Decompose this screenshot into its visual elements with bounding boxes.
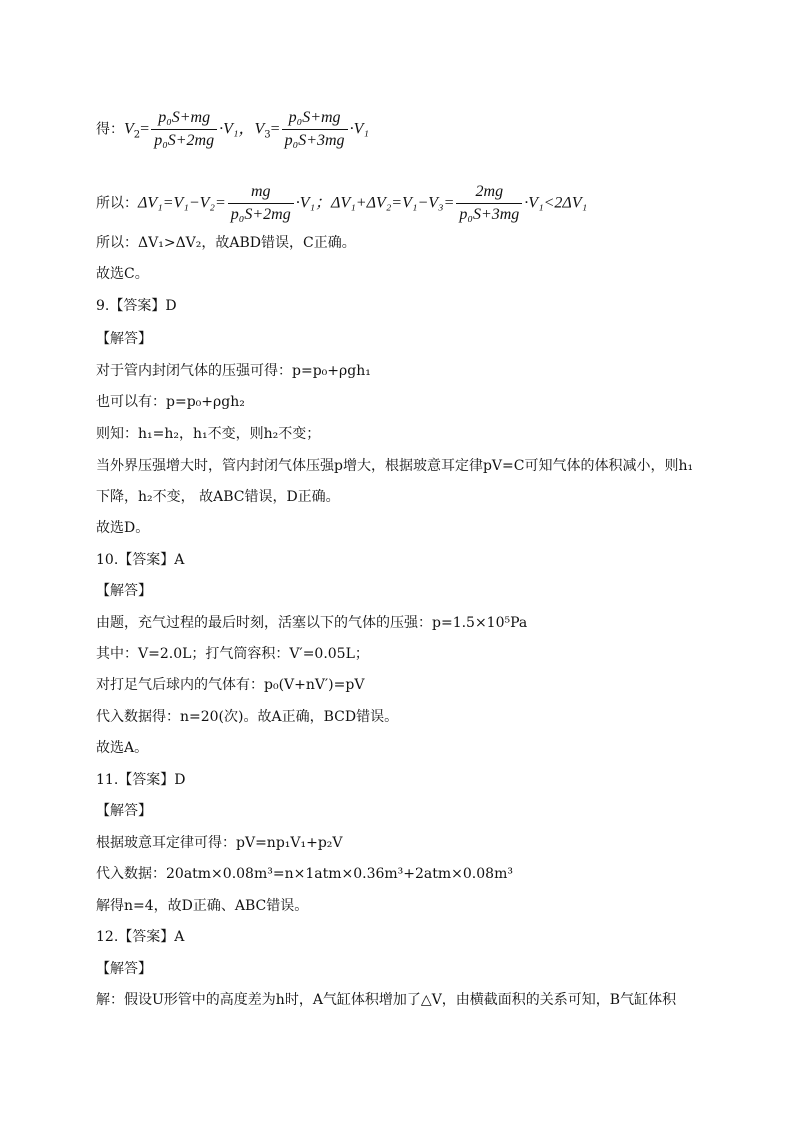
fraction-denominator: p₀S+2mg: [154, 132, 215, 149]
volume-v2: V: [124, 120, 134, 138]
text-line: 解：假设U形管中的高度差为h时，A气缸体积增加了△V，由横截面积的关系可知，B气缸体积: [96, 992, 677, 1008]
fraction-denominator: p₀S+3mg: [459, 206, 520, 223]
answer-heading: 9.【答案】D: [96, 298, 177, 314]
fraction-numerator: mg: [228, 182, 294, 204]
fraction: [456, 182, 522, 225]
equation-line-1: [96, 108, 369, 151]
equation-part: ·V₁；ΔV₁+ΔV₂=V₁−V₃=: [295, 194, 455, 212]
text-line: 下降，h₂不变， 故ABC错误，D正确。: [96, 489, 340, 505]
text-line: 故选C。: [96, 266, 149, 282]
text-line: 解得n=4，故D正确、ABC错误。: [96, 898, 309, 914]
fraction: [151, 108, 217, 151]
solution-heading: 【解答】: [96, 803, 152, 819]
text-line: 故选A。: [96, 740, 149, 756]
equation-tail: ·V₁: [349, 120, 369, 138]
fraction-numerator: p₀S+mg: [282, 108, 348, 130]
text-line: 根据玻意耳定律可得：pV=np₁V₁+p₂V: [96, 835, 343, 851]
text-line: 对打足气后球内的气体有：p₀(V+nV′)=pV: [96, 677, 365, 693]
solution-heading: 【解答】: [96, 583, 152, 599]
equals-sign: =: [140, 120, 150, 138]
equals-sign: =: [270, 120, 280, 138]
fraction-numerator: p₀S+mg: [151, 108, 217, 130]
text-line: 则知：h₁=h₂，h₁不变，则h₂不变；: [96, 426, 321, 442]
equation-line-2: [96, 182, 587, 225]
answer-heading: 10.【答案】A: [96, 552, 185, 568]
line-prefix: 所以：: [96, 195, 138, 212]
text-line: 代入数据：20atm×0.08m³=n×1atm×0.36m³+2atm×0.08m³: [96, 866, 513, 882]
text-line: 所以：ΔV₁>ΔV₂，故ABD错误，C正确。: [96, 235, 356, 251]
fraction: [228, 182, 294, 225]
text-line: 其中：V=2.0L；打气筒容积：V′=0.05L；: [96, 646, 369, 662]
subscript: 3: [264, 129, 271, 141]
text-line: 对于管内封闭气体的压强可得：p=p₀+ρgh₁: [96, 363, 371, 379]
subscript: 2: [133, 129, 141, 141]
answer-heading: 12.【答案】A: [96, 929, 185, 945]
solution-heading: 【解答】: [96, 961, 152, 977]
text-line: 由题，充气过程的最后时刻，活塞以下的气体的压强：p=1.5×10⁵Pa: [96, 615, 528, 631]
volume-v3: V: [254, 120, 265, 138]
fraction: [282, 108, 348, 151]
equation-tail: ·V₁<2ΔV₁: [524, 194, 588, 212]
equation-tail: ·V₁，: [219, 120, 255, 138]
answer-heading: 11.【答案】D: [96, 772, 186, 788]
fraction-denominator: p₀S+3mg: [284, 132, 345, 149]
text-line: 故选D。: [96, 520, 150, 536]
text-line: 当外界压强增大时，管内封闭气体压强p增大，根据玻意耳定律pV=C可知气体的体积减小，则h₁: [96, 458, 694, 474]
solution-heading: 【解答】: [96, 331, 152, 347]
fraction-numerator: 2mg: [456, 182, 522, 204]
equation-part: ΔV₁=V₁−V₂=: [138, 194, 226, 212]
fraction-denominator: p₀S+2mg: [230, 206, 291, 223]
text-line: 也可以有：p=p₀+ρgh₂: [96, 394, 245, 410]
text-line: 代入数据得：n=20(次)。故A正确，BCD错误。: [96, 709, 399, 725]
line-prefix: 得：: [96, 121, 124, 138]
